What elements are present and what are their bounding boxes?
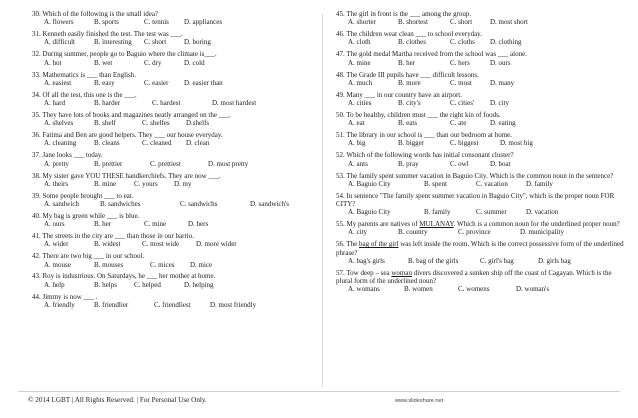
option-d: D. vacation	[526, 208, 559, 217]
option-c: C. cloths	[450, 38, 475, 47]
question-52	[336, 151, 626, 168]
option-c: C. dry	[144, 58, 162, 67]
question-57	[336, 269, 626, 294]
option-a: A. pretty	[44, 159, 69, 168]
option-a: A. shorter	[348, 18, 376, 27]
option-c: C. cleaned	[142, 139, 172, 148]
option-c: C. shelfes	[142, 119, 170, 128]
option-a: A. cities	[348, 99, 372, 108]
option-b: B. country	[398, 228, 428, 237]
option-c: C. friendliest	[154, 300, 191, 309]
question-stem: 35. They have lots of books and magazines neatly arranged on the ___.	[32, 110, 231, 119]
option-b: B. friendlier	[94, 300, 129, 309]
question-53	[336, 172, 626, 189]
option-b: B. bigger	[398, 139, 425, 148]
option-d: D. family	[526, 179, 553, 188]
option-b: B. harder	[94, 99, 121, 108]
option-d: D. clean	[186, 139, 210, 148]
question-stem: 30. Which of the following is the small idea?	[32, 10, 159, 18]
question-stem: 47. The gold medal Martha received from the school was ___ alone.	[336, 50, 527, 59]
option-b: B. widest	[94, 240, 121, 249]
option-b: B. easy	[94, 78, 115, 87]
question-35	[32, 111, 317, 128]
option-c: C. hardest	[152, 99, 181, 108]
left-column	[32, 10, 317, 313]
option-a: A. help	[44, 280, 65, 289]
option-c: C. mine	[144, 220, 167, 229]
option-d: D. helping	[184, 280, 214, 289]
question-stem: 56. The bag of the girl was left inside the room. Which is the correct possessive form of the underlined phrase?	[336, 240, 624, 257]
question-stem: 45. The girl in front is the ___ among the group.	[336, 10, 472, 18]
copyright-footer: © 2014 LGBT | All Rights Reserved. | For Personal Use Only.	[28, 396, 207, 404]
option-a: A. ants	[348, 159, 368, 168]
question-45	[336, 10, 626, 27]
option-d: D.shelfs	[186, 119, 210, 128]
option-b: B. sandwiches	[100, 199, 141, 208]
option-b: B. pray	[398, 159, 419, 168]
option-d: D. most friendly	[210, 300, 257, 309]
option-c: C. short	[144, 38, 167, 47]
question-stem: 48. The Grade III pupils have ___ difficult lessons.	[336, 70, 479, 79]
option-b: B. spent	[424, 179, 447, 188]
question-stem: 38. My sister gave YOU THESE handkerchiefs. They are now ___.	[32, 171, 221, 180]
option-a: A. cloth	[348, 38, 371, 47]
option-d: D. mice	[190, 260, 213, 269]
option-a: A. bag's girls	[348, 256, 385, 265]
option-b: B. helps	[94, 280, 117, 289]
option-a: A. womans	[348, 285, 380, 294]
option-b: B. more	[398, 78, 421, 87]
option-a: A. flowers	[44, 18, 74, 27]
question-49	[336, 91, 626, 108]
question-46	[336, 30, 626, 47]
option-b: B. mine	[94, 179, 117, 188]
option-a: A. wider	[44, 240, 69, 249]
option-b: B. eats	[398, 119, 418, 128]
question-32	[32, 50, 317, 67]
option-d: D. many	[490, 78, 515, 87]
option-b: B. city's	[398, 99, 421, 108]
question-stem: 39. Some people brought ___ to eat.	[32, 191, 134, 200]
option-d: D. sandwich's	[250, 199, 289, 208]
question-38	[32, 172, 317, 189]
option-a: A. sandwich	[44, 199, 79, 208]
option-b: B. her	[94, 220, 112, 229]
question-stem: 32. During summer, people go to Baguio where the climate is___.	[32, 50, 217, 59]
option-a: A. hot	[44, 58, 62, 67]
question-stem: 36. Fatima and Ben are good helpers. They ___ our house everyday.	[32, 131, 223, 140]
option-b: B. mouses	[94, 260, 124, 269]
option-c: C. owl	[450, 159, 469, 168]
option-d: D. municipality	[520, 228, 564, 237]
option-a: A. ours	[44, 220, 65, 229]
option-c: C. sandwichs	[180, 199, 218, 208]
worksheet-page	[18, 10, 624, 402]
option-d: D. most big	[500, 139, 533, 148]
option-c: C. short	[450, 18, 473, 27]
question-stem: 55. My parents are natives of MULANAY. Which is a common noun for the underlined proper noun?	[336, 220, 620, 229]
question-stem: 34. Of all the test, this one is the ___.	[32, 90, 137, 99]
option-b: B. family	[424, 208, 451, 217]
question-43	[32, 272, 317, 289]
question-stem: 31. Kenneth easily finished the test. The test was ___.	[32, 30, 183, 39]
question-47	[336, 50, 626, 67]
question-stem: 37. Jane looks ___ today.	[32, 151, 103, 160]
option-c: C. province	[458, 228, 491, 237]
option-a: A. big	[348, 139, 366, 148]
question-55	[336, 220, 626, 237]
option-a: A. mouse	[44, 260, 71, 269]
question-36	[32, 131, 317, 148]
question-40	[32, 212, 317, 229]
option-c: C. easier	[144, 78, 169, 87]
question-stem: 51. The library in our school is ___ than our bedroom at home.	[336, 131, 513, 140]
question-48	[336, 71, 626, 88]
option-c: C. most wide	[142, 240, 180, 249]
option-d: D. easier than	[184, 78, 223, 87]
option-a: A. Baguio City	[348, 208, 391, 217]
option-c: C. vacation	[476, 179, 508, 188]
option-d: D. more wider	[196, 240, 237, 249]
question-56	[336, 240, 626, 265]
question-stem: 42. There are two big ___ in our school.	[32, 252, 145, 261]
option-c: C. biggest	[450, 139, 479, 148]
question-stem: 33. Mathematics is ___ than English.	[32, 70, 137, 79]
question-31	[32, 30, 317, 47]
underlined-word: woman	[391, 268, 412, 277]
option-b: B. women	[404, 285, 433, 294]
option-c: C. mices	[150, 260, 175, 269]
option-a: A. easiest	[44, 78, 72, 87]
footer-divider	[18, 391, 620, 392]
question-stem: 49. Many ___ in our country have an airport.	[336, 90, 462, 99]
option-b: B. bag of the girls	[408, 256, 459, 265]
option-d: D. most short	[490, 18, 528, 27]
question-37	[32, 151, 317, 168]
option-d: D. boring	[184, 38, 211, 47]
option-c: C. summer	[476, 208, 507, 217]
option-d: D. ours	[490, 58, 511, 67]
option-a: A. theirs	[44, 179, 69, 188]
question-stem: 53. The family spent summer vacation in Baguio City. Which is the common noun in the sentence?	[336, 171, 614, 180]
underlined-word: MULANAY	[419, 220, 454, 229]
question-stem: 40. My bag is green while ___ is blue.	[32, 211, 140, 220]
option-d: D. clothing	[490, 38, 522, 47]
option-d: D. girls bag	[538, 256, 571, 265]
option-d: D. most pretty	[208, 159, 249, 168]
question-50	[336, 111, 626, 128]
option-a: A. Baguio City	[348, 179, 391, 188]
option-d: D. my	[174, 179, 192, 188]
option-d: D. eating	[490, 119, 516, 128]
option-a: A. much	[348, 78, 373, 87]
question-stem: 52. Which of the following words has initial consonant cluster?	[336, 151, 514, 160]
question-stem: 57. Tow deep – sea woman divers discovered a sunken ship off the coast of Cagayan. Which is the plural form of the underlined noun?	[336, 268, 612, 286]
option-c: C. hers	[450, 58, 470, 67]
option-c: C. most	[450, 78, 472, 87]
option-b: B. prettier	[94, 159, 123, 168]
question-stem: 43. Roy is industrious. On Saturdays, he ___ her mother at home.	[32, 272, 216, 281]
option-b: B. shortest	[398, 18, 428, 27]
option-d: D. appliances	[184, 18, 223, 27]
option-b: B. wet	[94, 58, 113, 67]
option-c: C. cities'	[450, 99, 475, 108]
option-c: C. womens	[458, 285, 490, 294]
question-54	[336, 192, 626, 217]
underlined-phrase: bag of the girl	[359, 240, 399, 249]
column-divider	[322, 14, 323, 387]
option-d: D. boat	[490, 159, 511, 168]
option-a: A. shelves	[44, 119, 74, 128]
question-stem: 44. Jimmy is now ___ .	[32, 292, 98, 301]
option-c: C. ate	[450, 119, 467, 128]
option-c: C. helped	[134, 280, 161, 289]
option-b: B. sports	[94, 18, 119, 27]
option-a: A. friendly	[44, 300, 75, 309]
option-c: C. prettiest	[150, 159, 181, 168]
question-stem: 54. In sentence "The family spent summer vacation in Baguio City", which is the proper noun FOR CITY?	[336, 191, 615, 208]
option-c: C. girl's bag	[480, 256, 514, 265]
option-d: D. city	[490, 99, 510, 108]
option-d: D. woman's	[516, 285, 550, 294]
question-33	[32, 71, 317, 88]
option-a: A. eat	[348, 119, 365, 128]
option-d: D. cold	[184, 58, 205, 67]
option-d: D. most hardest	[212, 99, 257, 108]
option-b: B. shelf	[94, 119, 116, 128]
option-b: B. interesting	[94, 38, 132, 47]
option-a: A. mine	[348, 58, 371, 67]
question-44	[32, 293, 317, 310]
question-stem: 50. To be healthy, children must ___ the right kin of foods.	[336, 110, 501, 119]
question-42	[32, 252, 317, 269]
option-b: B. clothes	[398, 38, 426, 47]
question-stem: 46. The children wear clean ___ to school everyday.	[336, 30, 482, 39]
question-39	[32, 192, 317, 209]
option-d: D. hers	[188, 220, 209, 229]
option-a: A. hard	[44, 99, 65, 108]
option-b: B. cleans	[94, 139, 120, 148]
option-b: B. her	[398, 58, 416, 67]
question-stem: 41. The streets in the city are ___ than those in our barrio.	[32, 232, 194, 241]
question-34	[32, 91, 317, 108]
option-c: C. tennis	[144, 18, 169, 27]
option-a: A. cleaning	[44, 139, 77, 148]
right-column	[336, 10, 626, 297]
question-51	[336, 131, 626, 148]
question-41	[32, 232, 317, 249]
option-a: A. city	[348, 228, 368, 237]
site-watermark: www.slideshare.net	[395, 398, 444, 404]
option-a: A. difficult	[44, 38, 75, 47]
option-c: C. yours	[134, 179, 158, 188]
question-30	[32, 10, 317, 27]
